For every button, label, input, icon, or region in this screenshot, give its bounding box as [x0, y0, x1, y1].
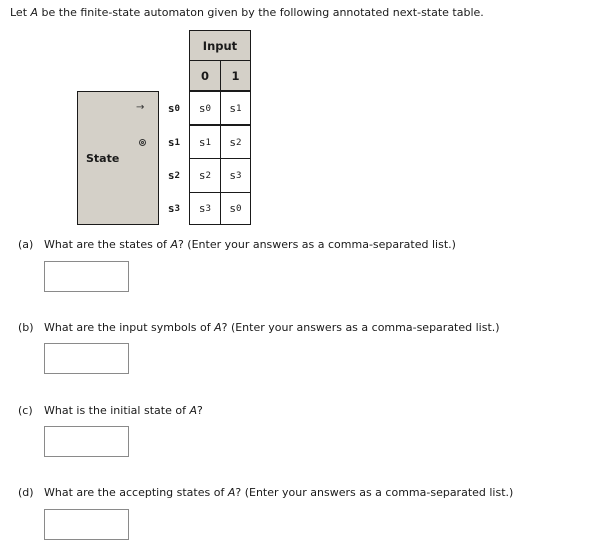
- question-a-label: (a): [18, 238, 34, 251]
- input-symbol-0: 0: [189, 60, 221, 91]
- input-header: Input: [189, 30, 251, 61]
- right-arrow-icon: →: [136, 102, 145, 113]
- next-state-s1-input1: s 2: [220, 125, 251, 159]
- question-d-variable: A: [227, 486, 236, 499]
- answer-b-input[interactable]: [44, 343, 129, 374]
- double-circle-icon: [139, 139, 146, 146]
- question-d-text-before: What are the accepting states of: [44, 486, 228, 499]
- question-a-text-after: ? (Enter your answers as a comma-separated list.): [177, 238, 456, 251]
- answer-c-input[interactable]: [44, 426, 129, 457]
- state-label-s1: s 1: [167, 135, 181, 149]
- question-b-label: (b): [18, 321, 34, 334]
- question-a-text-before: What are the states of: [44, 238, 171, 251]
- state-label-s0: s 0: [167, 101, 181, 115]
- input-symbol-1: 1: [220, 60, 251, 91]
- question-b-text-before: What are the input symbols of: [44, 321, 215, 334]
- question-d-text-after: ? (Enter your answers as a comma-separated list.): [235, 486, 514, 499]
- question-c-text-before: What is the initial state of: [44, 404, 190, 417]
- next-state-s0-input0: s 0: [189, 91, 221, 125]
- answer-a-input[interactable]: [44, 261, 129, 292]
- state-header: State: [86, 152, 120, 165]
- state-label-s2: s 2: [167, 169, 181, 182]
- question-d-label: (d): [18, 486, 34, 499]
- next-state-s2-input1: s 3: [220, 158, 251, 193]
- question-b-text-after: ? (Enter your answers as a comma-separated list.): [221, 321, 500, 334]
- question-c-text-after: ?: [196, 404, 203, 417]
- automaton-variable: A: [30, 6, 39, 19]
- question-b-variable: A: [214, 321, 222, 334]
- next-state-s0-input1: s 1: [220, 91, 251, 125]
- answer-d-input[interactable]: [44, 509, 129, 540]
- next-state-s2-input0: s 2: [189, 158, 221, 193]
- question-b: [18, 321, 500, 335]
- question-a-variable: A: [170, 238, 178, 251]
- problem-intro: [10, 6, 484, 20]
- question-c-variable: A: [189, 404, 197, 417]
- next-state-s3-input0: s 3: [189, 192, 221, 225]
- intro-text-after: be the finite-state automaton given by the following annotated next-state table.: [38, 6, 484, 19]
- next-state-s1-input0: s 1: [189, 125, 221, 159]
- question-d: [18, 486, 513, 500]
- next-state-s3-input1: s 0: [220, 192, 251, 225]
- intro-text-before: Let: [10, 6, 31, 19]
- question-a: [18, 238, 456, 252]
- question-c: [18, 404, 203, 418]
- question-c-label: (c): [18, 404, 33, 417]
- state-label-s3: s 3: [167, 202, 181, 215]
